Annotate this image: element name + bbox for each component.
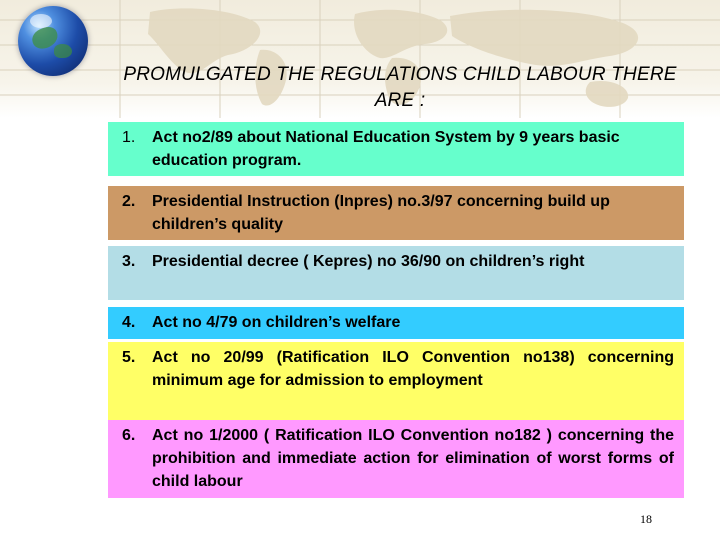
item-number: 3. xyxy=(122,253,136,270)
item-number: 2. xyxy=(122,193,136,210)
item-number: 6. xyxy=(122,427,136,444)
globe-icon xyxy=(18,6,88,76)
list-item-3 xyxy=(108,246,684,300)
page-number: 18 xyxy=(640,512,652,526)
list-item-4 xyxy=(108,307,684,339)
item-text: Act no 20/99 (Ratification ILO Convention no138) concerning minimum age for admission to employment xyxy=(152,349,674,389)
list-item-5 xyxy=(108,342,684,420)
slide-title: PROMULGATED THE REGULATIONS CHILD LABOUR THERE ARE : xyxy=(123,64,677,111)
item-text: Presidential decree ( Kepres) no 36/90 on children’s right xyxy=(152,253,585,270)
item-number: 1. xyxy=(122,129,136,146)
item-text: Act no 1/2000 ( Ratification ILO Convention no182 ) concerning the prohibition and immediate action for elimination of worst forms of child labour xyxy=(152,427,674,490)
item-number: 5. xyxy=(122,349,136,366)
item-text: Act no 4/79 on children’s welfare xyxy=(152,314,401,331)
item-text: Act no2/89 about National Education System by 9 years basic education program. xyxy=(152,129,620,169)
item-number: 4. xyxy=(122,314,136,331)
list-item-2 xyxy=(108,186,684,240)
list-item-6 xyxy=(108,420,684,498)
item-text: Presidential Instruction (Inpres) no.3/97 concerning build up children’s quality xyxy=(152,193,610,233)
list-item-1 xyxy=(108,122,684,176)
